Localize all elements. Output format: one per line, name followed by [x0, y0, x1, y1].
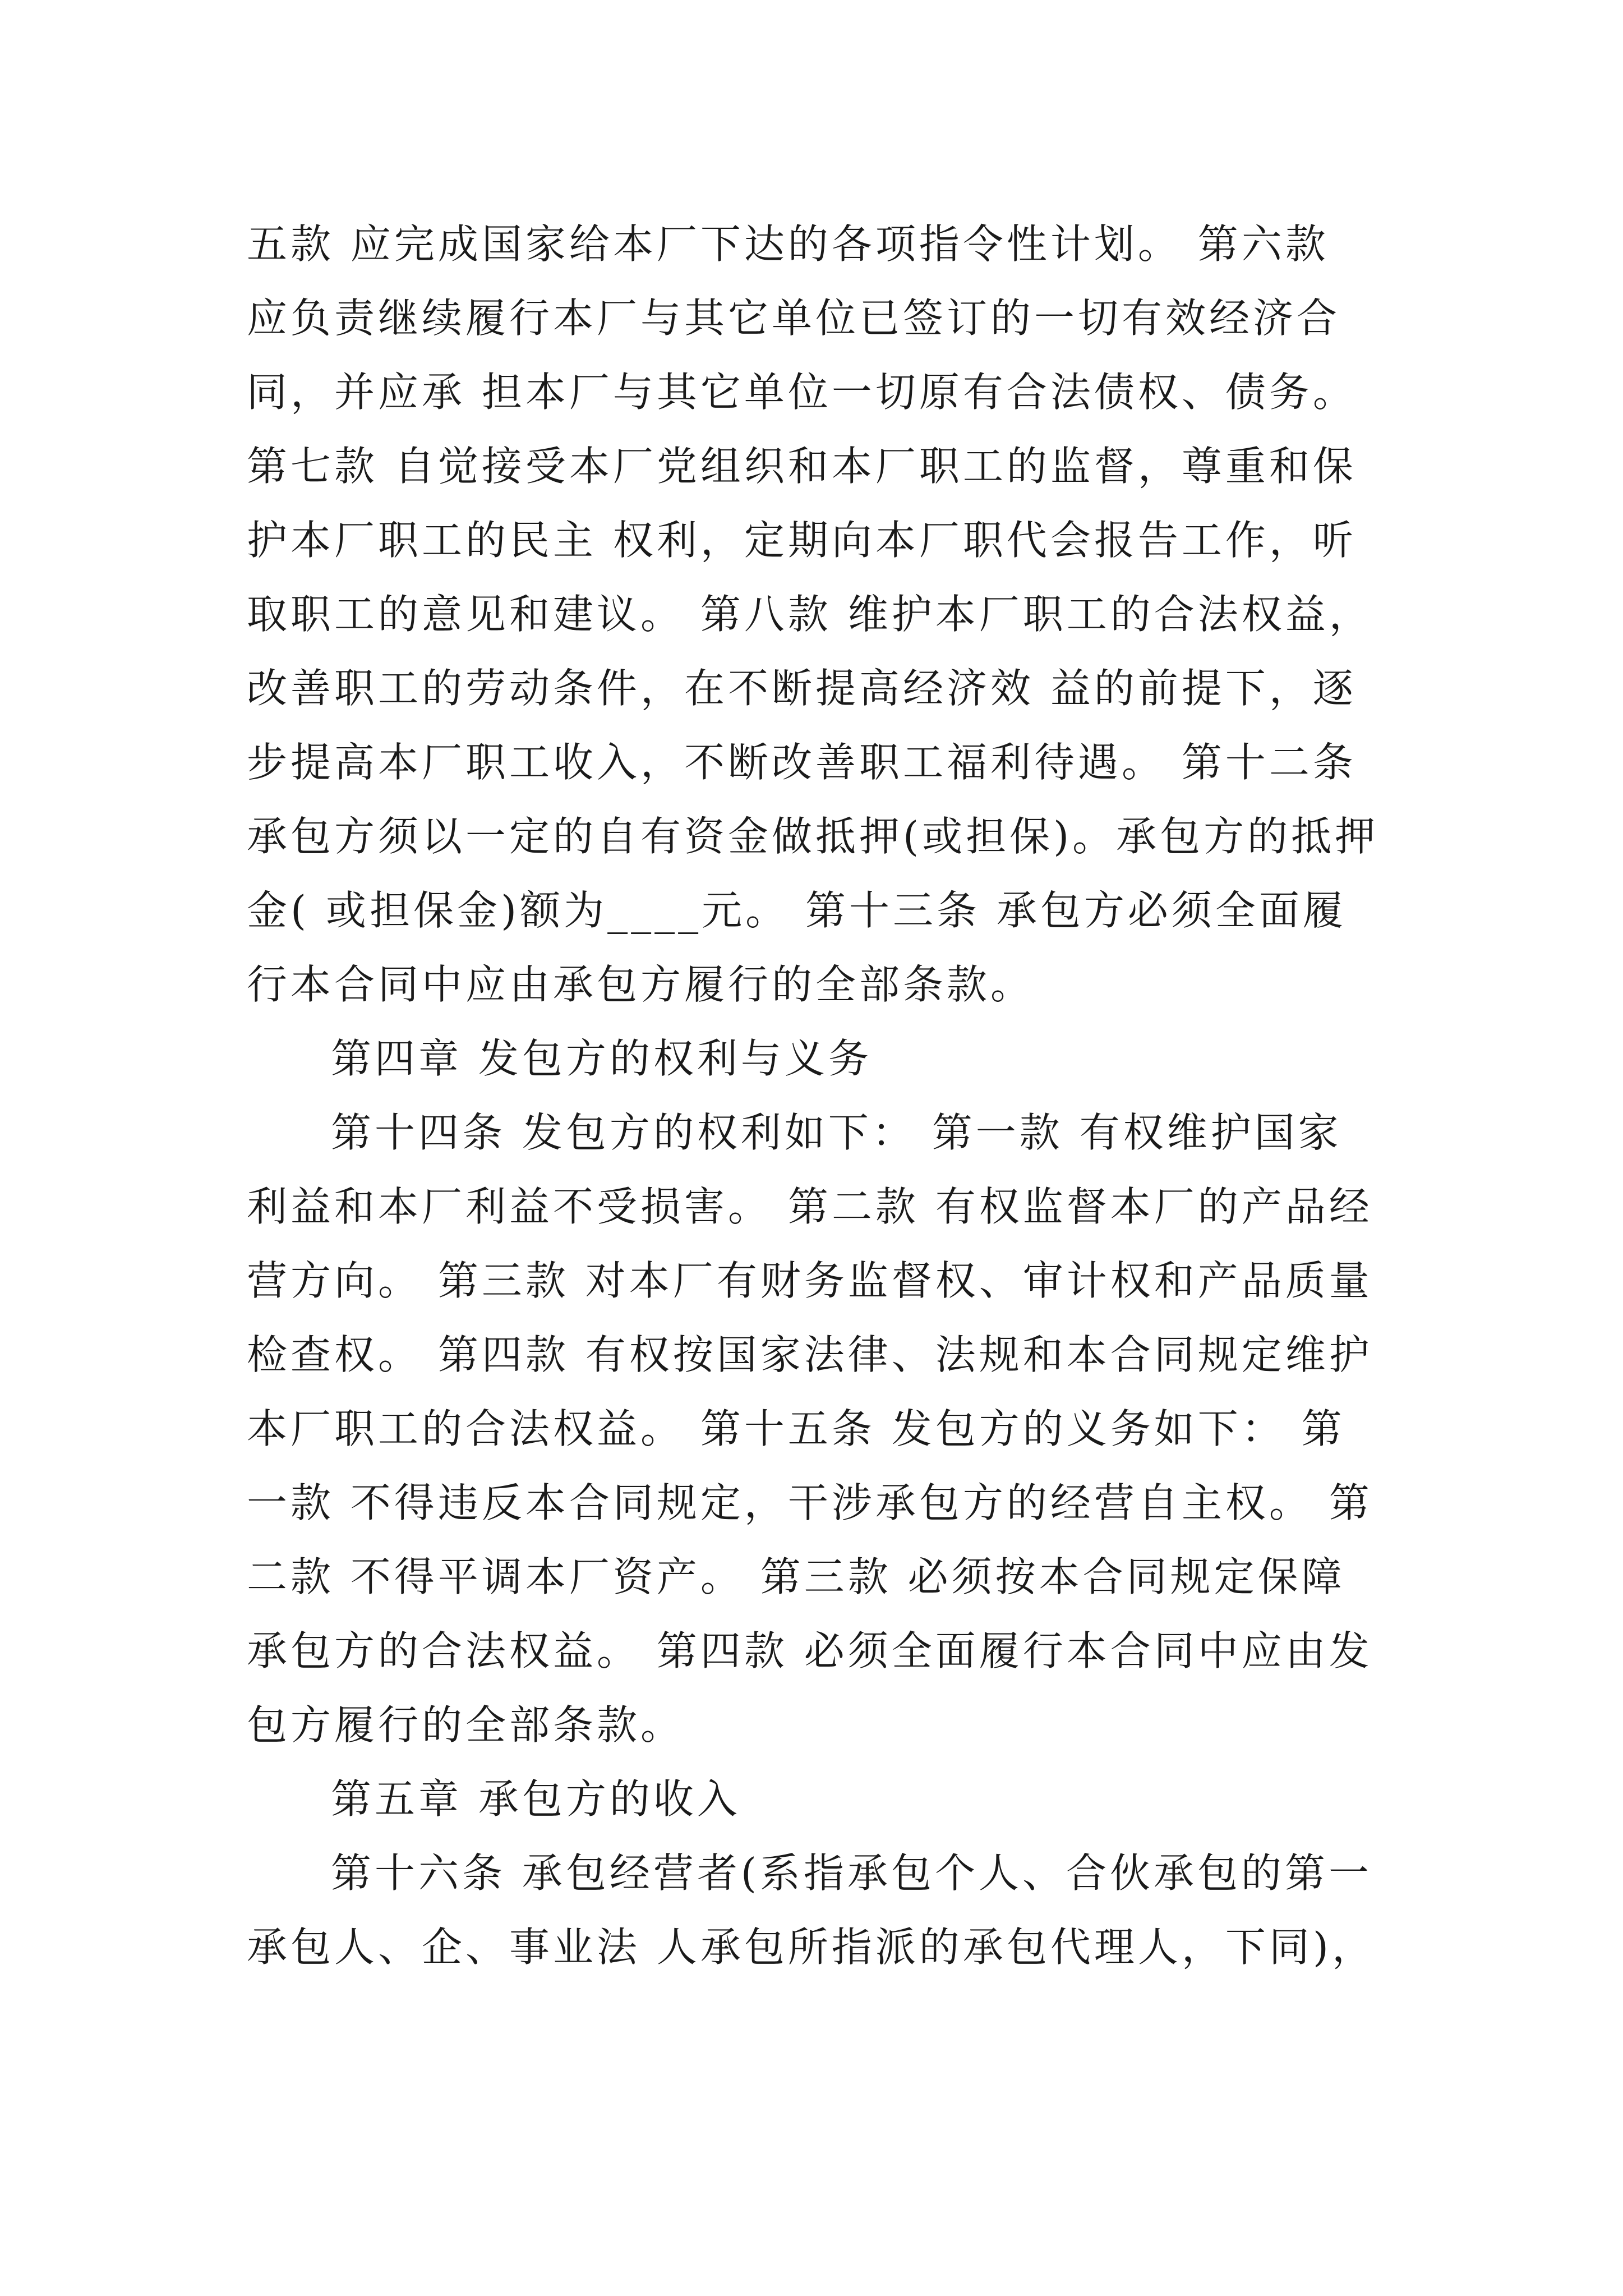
chapter-heading: 第五章 承包方的收入 [331, 1775, 741, 1823]
text-line: 步提高本厂职工收入，不断改善职工福利待遇。 第十二条 [247, 739, 1357, 786]
text-line: 利益和本厂利益不受损害。 第二款 有权监督本厂的产品经 [247, 1183, 1373, 1230]
text-line: 承包方须以一定的自有资金做抵押(或担保)。承包方的抵押 [247, 813, 1379, 860]
text-line: 应负责继续履行本厂与其它单位已签订的一切有效经济合 [247, 295, 1341, 342]
text-line: 金( 或担保金)额为____元。 第十三条 承包方必须全面履 [247, 887, 1347, 934]
text-line: 护本厂职工的民主 权利，定期向本厂职代会报告工作，听 [247, 517, 1357, 564]
text-line: 检查权。 第四款 有权按国家法律、法规和本合同规定维护 [247, 1331, 1373, 1378]
text-line: 改善职工的劳动条件，在不断提高经济效 益的前提下，逐 [247, 665, 1357, 712]
text-line: 第十六条 承包经营者(系指承包个人、合伙承包的第一 [331, 1849, 1372, 1897]
text-line: 二款 不得平调本厂资产。 第三款 必须按本合同规定保障 [247, 1553, 1345, 1600]
text-line: 承包方的合法权益。 第四款 必须全面履行本合同中应由发 [247, 1627, 1373, 1674]
text-line: 一款 不得违反本合同规定，干涉承包方的经营自主权。 第 [247, 1479, 1373, 1526]
text-line: 包方履行的全部条款。 [247, 1701, 685, 1749]
text-line: 第七款 自觉接受本厂党组织和本厂职工的监督，尊重和保 [247, 443, 1357, 490]
text-line: 第十四条 发包方的权利如下： 第一款 有权维护国家 [331, 1109, 1342, 1156]
text-line: 承包人、企、事业法 人承包所指派的承包代理人，下同)， [247, 1924, 1376, 1971]
text-line: 营方向。 第三款 对本厂有财务监督权、审计权和产品质量 [247, 1257, 1373, 1304]
text-line: 行本合同中应由承包方履行的全部条款。 [247, 961, 1035, 1008]
text-line: 本厂职工的合法权益。 第十五条 发包方的义务如下： 第 [247, 1405, 1345, 1452]
text-line: 取职工的意见和建议。 第八款 维护本厂职工的合法权益， [247, 591, 1373, 638]
chapter-heading: 第四章 发包方的权利与义务 [331, 1035, 872, 1082]
text-line: 同，并应承 担本厂与其它单位一切原有合法债权、债务。 [247, 369, 1357, 416]
text-line: 五款 应完成国家给本厂下达的各项指令性计划。 第六款 [247, 220, 1329, 268]
